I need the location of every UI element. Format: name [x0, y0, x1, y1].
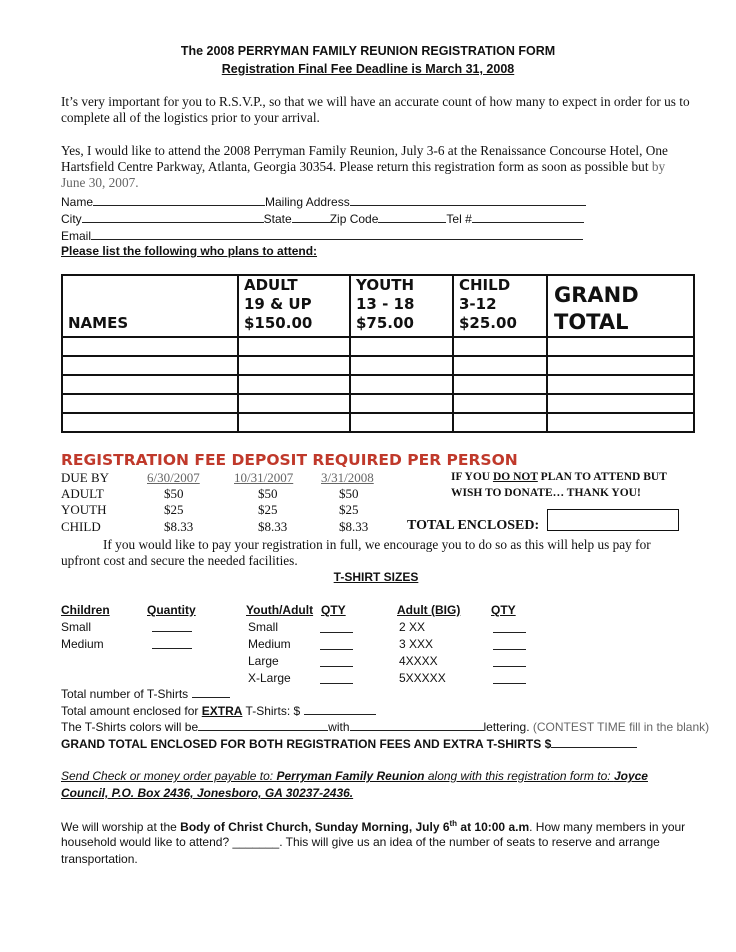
- names-header: NAMES: [68, 314, 129, 332]
- youth-fee-3: $25: [339, 502, 359, 517]
- state-label: State: [263, 212, 292, 226]
- quantity-col-header: Quantity: [147, 603, 196, 617]
- youth-fee-2: $25: [258, 502, 278, 517]
- table-cell[interactable]: [547, 413, 694, 432]
- due-date-3: 3/31/2008: [321, 470, 374, 485]
- names-header-cell: [62, 275, 238, 337]
- table-cell[interactable]: [62, 375, 238, 394]
- table-cell[interactable]: [453, 413, 547, 432]
- city-field-row: [61, 211, 584, 226]
- worship-line-1: We will worship at the Body of Christ Church, Sunday Morning, July 6th at 10:00 a.m. How many members in your: [61, 819, 686, 834]
- table-cell[interactable]: [62, 337, 238, 356]
- grand-total-header: GRAND TOTAL: [554, 283, 639, 334]
- adult-header-cell: [238, 275, 350, 337]
- child-fee-1: $8.33: [164, 519, 194, 534]
- table-row: [62, 356, 694, 375]
- child-fee-label: CHILD: [61, 519, 101, 534]
- name-field[interactable]: [93, 194, 265, 206]
- adult-4xxxx-qty[interactable]: [493, 655, 526, 667]
- qty-col-header: QTY: [321, 603, 346, 617]
- table-cell[interactable]: [453, 337, 547, 356]
- pay-full-paragraph: If you would like to pay your registration in full, we encourage you to do so as this will help us pay for upfront cost and secure the needed facilities.: [61, 537, 651, 568]
- table-cell[interactable]: [350, 394, 453, 413]
- attendee-table: [61, 274, 695, 433]
- table-cell[interactable]: [238, 337, 350, 356]
- adult-2xx-qty[interactable]: [493, 621, 526, 633]
- child-fee-2: $8.33: [258, 519, 288, 534]
- youth-fee-1: $25: [164, 502, 184, 517]
- state-field[interactable]: [292, 211, 330, 223]
- email-field[interactable]: [91, 228, 583, 240]
- worship-line-3: transportation.: [61, 852, 138, 866]
- total-enclosed-label: TOTAL ENCLOSED:: [407, 518, 540, 533]
- table-cell[interactable]: [453, 394, 547, 413]
- adult-3xxx-qty[interactable]: [493, 638, 526, 650]
- adult-5xxxxx-qty[interactable]: [493, 672, 526, 684]
- table-cell[interactable]: [350, 356, 453, 375]
- email-label: Email: [61, 229, 92, 243]
- grand-total-field[interactable]: [551, 736, 637, 748]
- child-header: CHILD 3-12 $25.00: [459, 276, 517, 332]
- child-size-medium: Medium: [61, 637, 104, 651]
- attendee-table-header: [62, 275, 694, 337]
- tel-field[interactable]: [472, 211, 584, 223]
- adult-big-col-header: Adult (BIG): [397, 603, 461, 617]
- table-cell[interactable]: [547, 356, 694, 375]
- child-header-cell: [453, 275, 547, 337]
- due-by-label: DUE BY: [61, 470, 110, 485]
- attend-deadline: by June 30, 2007.: [61, 159, 666, 190]
- lettering-color-field[interactable]: [350, 719, 484, 731]
- youth-header: YOUTH 13 - 18 $75.00: [356, 276, 415, 332]
- shirt-color-field[interactable]: [198, 719, 328, 731]
- qty2-col-header: QTY: [491, 603, 516, 617]
- youth-large-qty[interactable]: [320, 655, 353, 667]
- table-cell[interactable]: [453, 356, 547, 375]
- mailing-label: Mailing Address: [265, 195, 350, 209]
- youth-small-qty[interactable]: [320, 621, 353, 633]
- deadline-text: Registration Final Fee Deadline is March 31, 2008: [221, 62, 515, 76]
- adult-fee-3: $50: [339, 486, 359, 501]
- attend-heading: Please list the following who plans to attend:: [61, 244, 318, 258]
- colors-row: The T-Shirts colors will be with lettering. (CONTEST TIME fill in the blank): [61, 720, 710, 734]
- city-field[interactable]: [82, 211, 264, 223]
- adult-fee-2: $50: [258, 486, 278, 501]
- adult-size-2xx: 2 XX: [399, 620, 426, 634]
- deadline-subtitle: [0, 62, 736, 76]
- table-cell[interactable]: [238, 356, 350, 375]
- worship-line-2: household would like to attend? _______. This will give us an idea of the number of seats to reserve and arrange: [61, 835, 660, 849]
- payment-line-2: Council, P.O. Box 2436, Jonesboro, GA 30237-2436.: [61, 786, 354, 800]
- mailing-address-field[interactable]: [350, 194, 586, 206]
- adult-size-4xxxx: 4XXXX: [399, 654, 438, 668]
- total-enclosed-box[interactable]: [547, 509, 679, 531]
- child-size-small: Small: [61, 620, 92, 634]
- table-cell[interactable]: [238, 394, 350, 413]
- table-cell[interactable]: [350, 413, 453, 432]
- household-count-field[interactable]: _______: [232, 835, 280, 849]
- table-row: [62, 394, 694, 413]
- donate-line-1: IF YOU DO NOT PLAN TO ATTEND BUT: [451, 471, 667, 483]
- adult-size-5xxxxx: 5XXXXX: [399, 671, 446, 685]
- name-label: Name: [61, 195, 94, 209]
- rsvp-paragraph: It’s very important for you to R.S.V.P., so that we will have an accurate count of how many to expect in order for us to complete all of the logistics prior to your arrival.: [61, 94, 690, 125]
- youth-fee-label: YOUTH: [61, 502, 107, 517]
- grand-total-header-cell: [547, 275, 694, 337]
- youth-xlarge-qty[interactable]: [320, 672, 353, 684]
- total-amount-field[interactable]: [304, 703, 376, 715]
- zip-label: Zip Code: [329, 212, 379, 226]
- adult-fee-1: $50: [164, 486, 184, 501]
- total-amount-row: Total amount enclosed for EXTRA T-Shirts: $: [61, 703, 376, 718]
- youth-medium-qty[interactable]: [320, 638, 353, 650]
- youth-header-cell: [350, 275, 453, 337]
- table-cell[interactable]: [62, 356, 238, 375]
- table-cell[interactable]: [238, 375, 350, 394]
- table-cell[interactable]: [547, 337, 694, 356]
- city-label: City: [61, 212, 82, 226]
- total-number-field[interactable]: [192, 686, 230, 698]
- zip-field[interactable]: [378, 211, 446, 223]
- adult-header: ADULT 19 & UP $150.00: [244, 276, 313, 332]
- name-field-row: [61, 194, 586, 209]
- table-row: [62, 413, 694, 432]
- table-row: [62, 375, 694, 394]
- table-cell[interactable]: [453, 375, 547, 394]
- total-number-row: Total number of T-Shirts: [61, 686, 230, 701]
- attend-text: Yes, I would like to attend the 2008 Perryman Family Reunion, July 3-6 at the Renaissance Concourse Hotel, One Hartsfield Centre Parkway, Atlanta, Georgia 30354. Please return this registration form as soon as possible but: [61, 143, 668, 174]
- table-cell[interactable]: [62, 413, 238, 432]
- child-medium-qty[interactable]: [152, 637, 192, 649]
- table-cell[interactable]: [62, 394, 238, 413]
- adult-fee-label: ADULT: [61, 486, 104, 501]
- deposit-heading: REGISTRATION FEE DEPOSIT REQUIRED PER PERSON: [61, 451, 518, 469]
- tshirt-heading: T-SHIRT SIZES: [333, 570, 419, 584]
- donate-line-2: WISH TO DONATE… THANK YOU!: [451, 487, 641, 499]
- child-fee-3: $8.33: [339, 519, 369, 534]
- form-title: The 2008 PERRYMAN FAMILY REUNION REGISTRATION FORM: [180, 44, 556, 58]
- table-cell[interactable]: [238, 413, 350, 432]
- table-cell[interactable]: [350, 375, 453, 394]
- tel-label: Tel #: [446, 212, 472, 226]
- contest-note: (CONTEST TIME fill in the blank): [532, 720, 710, 734]
- attend-paragraph: [61, 143, 691, 191]
- adult-size-3xxx: 3 XXX: [399, 637, 434, 651]
- table-cell[interactable]: [350, 337, 453, 356]
- payment-line-1: Send Check or money order payable to: Perryman Family Reunion along with this registration form to: Joyce: [61, 769, 648, 783]
- youth-size-small: Small: [248, 620, 279, 634]
- youth-size-large: Large: [248, 654, 279, 668]
- due-date-1: 6/30/2007: [147, 470, 200, 485]
- youth-size-xlarge: X-Large: [248, 671, 291, 685]
- table-cell[interactable]: [547, 375, 694, 394]
- child-small-qty[interactable]: [152, 620, 192, 632]
- children-col-header: Children: [61, 603, 110, 617]
- due-date-2: 10/31/2007: [234, 470, 294, 485]
- grand-total-row: GRAND TOTAL ENCLOSED FOR BOTH REGISTRATION FEES AND EXTRA T-SHIRTS $: [61, 736, 637, 751]
- table-cell[interactable]: [547, 394, 694, 413]
- table-row: [62, 337, 694, 356]
- youth-size-medium: Medium: [248, 637, 291, 651]
- youth-adult-col-header: Youth/Adult: [246, 603, 314, 617]
- email-field-row: [61, 228, 583, 243]
